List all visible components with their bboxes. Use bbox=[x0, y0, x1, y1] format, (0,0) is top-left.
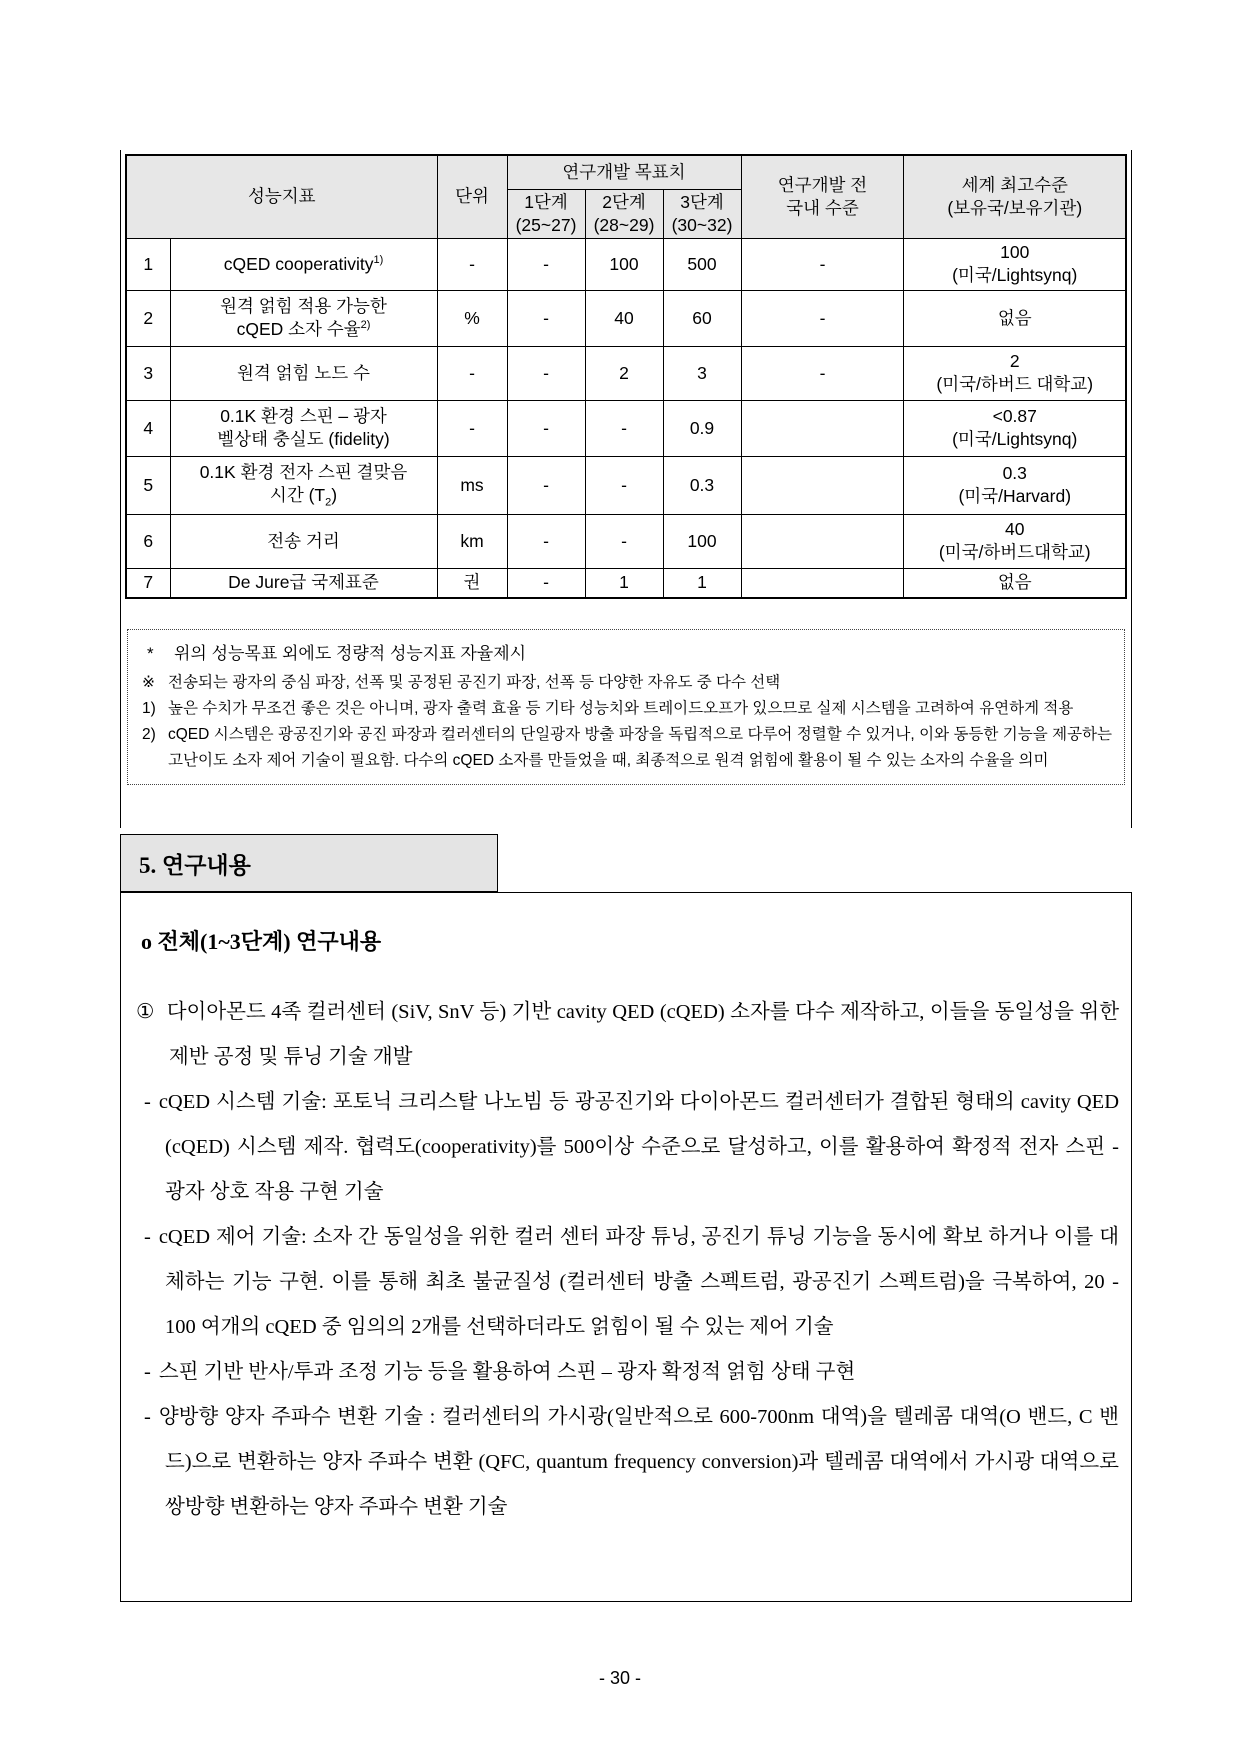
stage-1-target-cell: - bbox=[507, 346, 585, 400]
footnote-marker: 2) bbox=[142, 726, 156, 744]
indicator-name-text: 0.1K 환경 전자 스핀 결맞음 bbox=[199, 461, 408, 482]
world-best-cell bbox=[904, 290, 1126, 346]
table-row bbox=[126, 514, 1126, 568]
world-best-line: (미국/하버드 대학교) bbox=[936, 374, 1094, 395]
world-best-line: (미국/하버드대학교) bbox=[938, 542, 1091, 563]
stage-2-target-cell: 40 bbox=[585, 290, 663, 346]
indicator-name bbox=[170, 456, 437, 514]
performance-indicators-table bbox=[125, 154, 1127, 599]
world-best-line: 40 bbox=[1005, 519, 1025, 540]
world-best-cell bbox=[904, 346, 1126, 400]
item-marker: - bbox=[144, 1226, 151, 1248]
world-best-line: 없음 bbox=[997, 572, 1032, 593]
footnote-text: 위의 성능목표 외에도 정량적 성능지표 자율제시 bbox=[174, 644, 527, 664]
research-content-items bbox=[136, 990, 1119, 1530]
col-header-unit: 단위 bbox=[437, 155, 507, 238]
body-heading: o 전체(1~3단계) 연구내용 bbox=[141, 929, 382, 954]
footnote bbox=[138, 722, 1112, 774]
indicator-name-text: 원격 얽힘 노드 수 bbox=[237, 362, 370, 383]
indicator-name-text: 전송 거리 bbox=[267, 530, 340, 551]
world-best-line: 2 bbox=[1009, 351, 1020, 372]
stage-2-target-cell: - bbox=[585, 456, 663, 514]
table-row bbox=[126, 400, 1126, 456]
research-content-item bbox=[139, 1215, 1119, 1350]
col-header-target-group: 연구개발 목표치 bbox=[507, 155, 741, 189]
unit-cell: - bbox=[437, 400, 507, 456]
stage-1-target-cell: - bbox=[507, 290, 585, 346]
col-header-performance-indicator: 성능지표 bbox=[126, 155, 437, 238]
footnote bbox=[138, 638, 1112, 670]
table-header-row-1 bbox=[126, 155, 1126, 189]
domestic-level-cell bbox=[741, 456, 904, 514]
domestic-level-cell bbox=[741, 400, 904, 456]
row-number: 1 bbox=[126, 238, 170, 290]
footnote bbox=[138, 696, 1112, 722]
item-marker: - bbox=[144, 1091, 151, 1113]
stage-3-target-cell: 60 bbox=[663, 290, 741, 346]
col-header-stage-1 bbox=[507, 189, 585, 238]
table-row bbox=[126, 346, 1126, 400]
world-best-line: 0.3 bbox=[1002, 463, 1027, 484]
world-header-line1: 세계 최고수준 bbox=[961, 174, 1068, 195]
indicator-name-superscript: 2) bbox=[360, 319, 371, 332]
footnote-text: 높은 수치가 무조건 좋은 것은 아니며, 광자 출력 효율 등 기타 성능치와 트레이드오프가 있으므로 실제 시스템을 고려하여 유연하게 적용 bbox=[168, 700, 1074, 718]
stage-3-target-cell: 500 bbox=[663, 238, 741, 290]
stage-3-target-cell: 3 bbox=[663, 346, 741, 400]
unit-cell: km bbox=[437, 514, 507, 568]
stage-3-target-cell: 0.3 bbox=[663, 456, 741, 514]
indicator-name-text: cQED 소자 수율 bbox=[236, 319, 361, 340]
research-content-box bbox=[120, 892, 1132, 1602]
footnote-marker: * bbox=[147, 644, 154, 664]
domestic-level-cell: - bbox=[741, 346, 904, 400]
world-best-cell bbox=[904, 568, 1126, 598]
indicator-name bbox=[170, 290, 437, 346]
stage-2-target-cell: - bbox=[585, 514, 663, 568]
indicator-name-subscript: 2 bbox=[325, 496, 332, 509]
world-best-line: (미국/Lightsynq) bbox=[952, 265, 1078, 286]
world-header-line2: (보유국/보유기관) bbox=[947, 197, 1083, 218]
stage-1-target-cell: - bbox=[507, 514, 585, 568]
indicator-name bbox=[170, 238, 437, 290]
world-best-line: 100 bbox=[1000, 242, 1030, 263]
domestic-level-cell: - bbox=[741, 290, 904, 346]
row-number: 6 bbox=[126, 514, 170, 568]
world-best-line: (미국/Harvard) bbox=[958, 486, 1072, 507]
indicator-name-text: 원격 얽힘 적용 가능한 bbox=[220, 296, 387, 317]
col-header-stage-2 bbox=[585, 189, 663, 238]
research-content-item bbox=[139, 1395, 1119, 1530]
unit-cell: - bbox=[437, 238, 507, 290]
research-content-item bbox=[139, 1080, 1119, 1215]
row-number: 7 bbox=[126, 568, 170, 598]
world-best-cell bbox=[904, 400, 1126, 456]
world-best-line: <0.87 bbox=[992, 406, 1037, 427]
footnote-marker: 1) bbox=[142, 700, 156, 718]
section-5-title: 5. 연구내용 bbox=[139, 852, 251, 878]
unit-cell: ms bbox=[437, 456, 507, 514]
world-best-cell bbox=[904, 456, 1126, 514]
col-header-stage-3 bbox=[663, 189, 741, 238]
stage-1-target-cell: - bbox=[507, 456, 585, 514]
domestic-level-cell bbox=[741, 568, 904, 598]
table-footnotes bbox=[127, 629, 1125, 785]
stage-3-label: 3단계 bbox=[680, 191, 724, 212]
stage-2-target-cell: 100 bbox=[585, 238, 663, 290]
unit-cell: % bbox=[437, 290, 507, 346]
stage-3-target-cell: 1 bbox=[663, 568, 741, 598]
table-row bbox=[126, 290, 1126, 346]
item-text: 스핀 기반 반사/투과 조정 기능 등을 활용하여 스핀 – 광자 확정적 얽힘 상태 구현 bbox=[158, 1361, 856, 1383]
indicator-name-text: cQED cooperativity bbox=[223, 253, 374, 274]
performance-table-section bbox=[120, 150, 1132, 828]
indicator-name bbox=[170, 514, 437, 568]
indicator-name-text: ) bbox=[331, 484, 338, 505]
footnote-marker: ※ bbox=[142, 674, 155, 692]
table-body bbox=[126, 238, 1126, 598]
domestic-level-cell: - bbox=[741, 238, 904, 290]
world-best-line: 없음 bbox=[997, 307, 1032, 328]
domestic-level-cell bbox=[741, 514, 904, 568]
stage-1-target-cell: - bbox=[507, 238, 585, 290]
stage-3-range: (30~32) bbox=[671, 214, 733, 235]
col-header-domestic-level bbox=[741, 155, 904, 238]
indicator-name bbox=[170, 568, 437, 598]
unit-cell: 권 bbox=[437, 568, 507, 598]
table-row bbox=[126, 456, 1126, 514]
col-header-world-best bbox=[904, 155, 1126, 238]
row-number: 2 bbox=[126, 290, 170, 346]
stage-2-label: 2단계 bbox=[602, 191, 646, 212]
stage-2-target-cell: 1 bbox=[585, 568, 663, 598]
indicator-name bbox=[170, 346, 437, 400]
table-row bbox=[126, 238, 1126, 290]
indicator-name-text: De Jure급 국제표준 bbox=[228, 572, 379, 593]
item-marker: ① bbox=[136, 1001, 155, 1023]
research-content-item bbox=[136, 990, 1119, 1080]
row-number: 4 bbox=[126, 400, 170, 456]
domestic-header-line2: 국내 수준 bbox=[786, 197, 859, 218]
row-number: 3 bbox=[126, 346, 170, 400]
research-content-item bbox=[139, 1350, 1119, 1395]
world-best-cell bbox=[904, 238, 1126, 290]
stage-2-target-cell: 2 bbox=[585, 346, 663, 400]
page-number: - 30 - bbox=[598, 1668, 641, 1688]
table-row bbox=[126, 568, 1126, 598]
indicator-name-superscript: 1) bbox=[373, 253, 384, 266]
indicator-name-text: 시간 (T bbox=[269, 484, 326, 505]
stage-2-target-cell: - bbox=[585, 400, 663, 456]
indicator-name bbox=[170, 400, 437, 456]
footnote-text: 전송되는 광자의 중심 파장, 선폭 및 공정된 공진기 파장, 선폭 등 다양한 자유도 중 다수 선택 bbox=[168, 674, 781, 692]
stage-3-target-cell: 0.9 bbox=[663, 400, 741, 456]
item-text: 양방향 양자 주파수 변환 기술 : 컬러센터의 가시광(일반적으로 600-700nm 대역)을 텔레콤 대역(O 밴드, C 밴드)으로 변환하는 양자 주파수 변환 (QFC, quantum frequency conversion)과 텔레콤 대역에서 가시광 대역으로 쌍방향 변환하는 양자 주파수 변환 기술 bbox=[158, 1406, 1119, 1518]
stage-3-target-cell: 100 bbox=[663, 514, 741, 568]
stage-1-range: (25~27) bbox=[515, 214, 577, 235]
stage-1-target-cell: - bbox=[507, 568, 585, 598]
world-best-line: (미국/Lightsynq) bbox=[952, 429, 1078, 450]
item-text: cQED 시스템 기술: 포토닉 크리스탈 나노빔 등 광공진기와 다이아몬드 컬러센터가 결합된 형태의 cavity QED (cQED) 시스템 제작. 협력도(cooperativity)를 500이상 수준으로 달성하고, 이를 활용하여 확정적 전자 스핀 - 광자 상호 작용 구현 기술 bbox=[158, 1091, 1119, 1203]
footnote-text: cQED 시스템은 광공진기와 공진 파장과 컬러센터의 단일광자 방출 파장을 독립적으로 다루어 정렬할 수 있거나, 이와 동등한 기능을 제공하는 고난이도 소자 제어 기술이 필요함. 다수의 cQED 소자를 만들었을 때, 최종적으로 원격 얽힘에 활용이 될 수 있는 소자의 수율을 의미 bbox=[168, 726, 1112, 770]
unit-cell: - bbox=[437, 346, 507, 400]
item-marker: - bbox=[144, 1406, 151, 1428]
table-header bbox=[126, 155, 1126, 238]
indicator-name-text: 0.1K 환경 스핀 – 광자 bbox=[220, 406, 387, 427]
row-number: 5 bbox=[126, 456, 170, 514]
stage-2-range: (28~29) bbox=[593, 214, 655, 235]
item-text: 다이아몬드 4족 컬러센터 (SiV, SnV 등) 기반 cavity QED (cQED) 소자를 다수 제작하고, 이들을 동일성을 위한 제반 공정 및 튜닝 기술 개발 bbox=[166, 1001, 1119, 1068]
section-5-header bbox=[120, 834, 498, 892]
item-text: cQED 제어 기술: 소자 간 동일성을 위한 컬러 센터 파장 튜닝, 공진기 튜닝 기능을 동시에 확보 하거나 이를 대체하는 기능 구현. 이를 통해 최초 불균질성 (컬러센터 방출 스펙트럼, 광공진기 스펙트럼)을 극복하여, 20 - 100 여개의 cQED 중 임의의 2개를 선택하더라도 얽힘이 될 수 있는 제어 기술 bbox=[158, 1226, 1119, 1338]
world-best-cell bbox=[904, 514, 1126, 568]
stage-1-target-cell: - bbox=[507, 400, 585, 456]
indicator-name-text: 벨상태 충실도 (fidelity) bbox=[217, 429, 390, 450]
domestic-header-line1: 연구개발 전 bbox=[777, 174, 868, 195]
footnote bbox=[138, 670, 1112, 696]
stage-1-label: 1단계 bbox=[524, 191, 568, 212]
item-marker: - bbox=[144, 1361, 151, 1383]
